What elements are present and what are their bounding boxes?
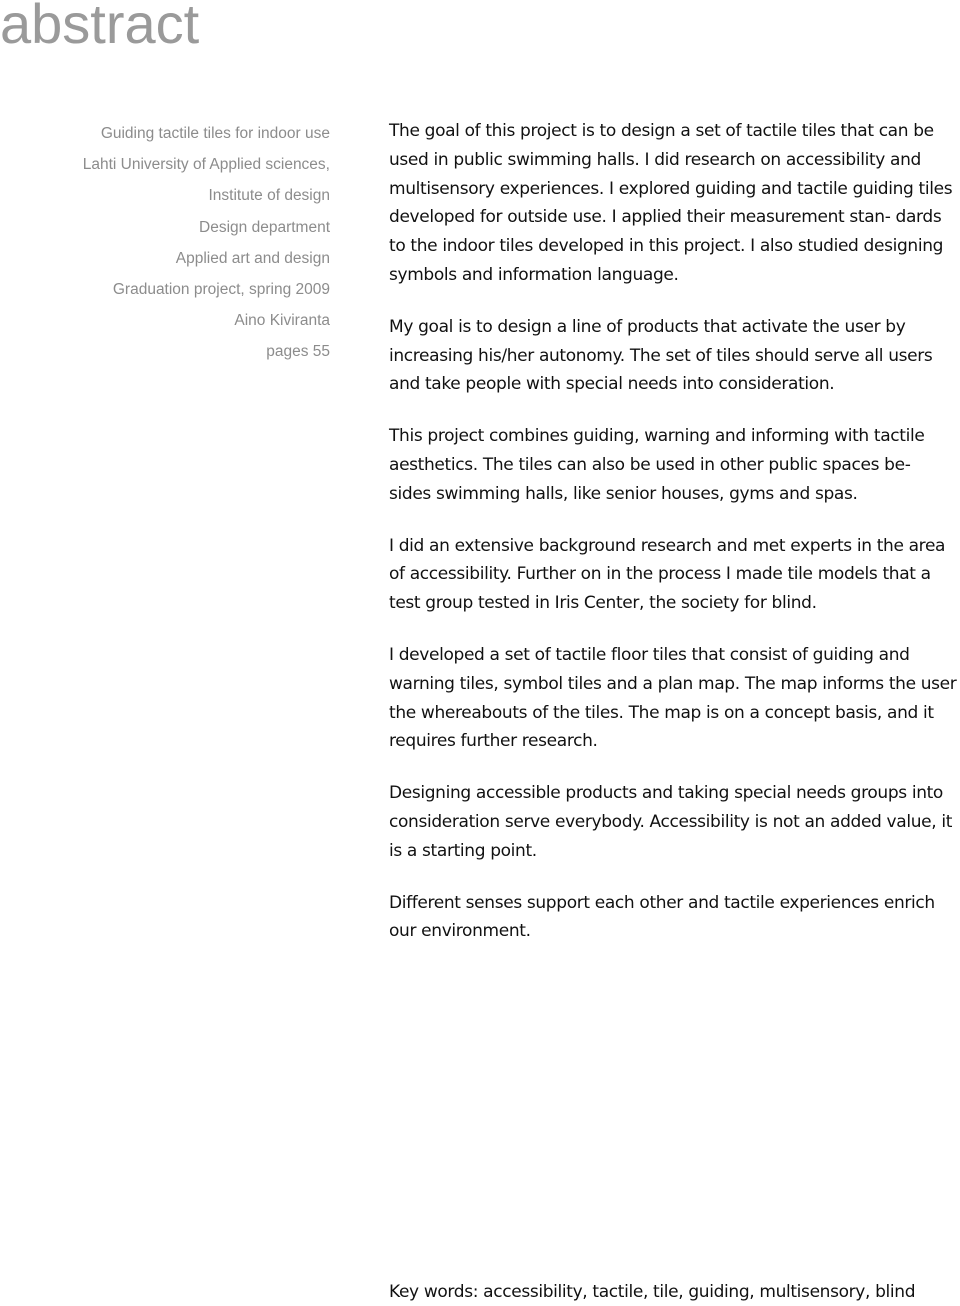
abstract-paragraph: I developed a set of tactile floor tiles that consist of guiding and warning tiles, symbol tiles and a plan map. The map informs the user the whereabouts of the tiles. The map is on a concept basis, and it requires further research. bbox=[389, 644, 957, 752]
meta-project-type: Graduation project, spring 2009 bbox=[112, 281, 330, 299]
meta-author: Aino Kiviranta bbox=[234, 312, 330, 330]
abstract-paragraph: I did an extensive background research and met experts in the area of accessibility. Further on in the process I made tile models that a test group tested in Iris Center, the society for blind. bbox=[389, 535, 946, 614]
document-metadata bbox=[10, 118, 330, 368]
page-title: abstract bbox=[0, 0, 200, 55]
abstract-paragraph: My goal is to design a line of products that activate the user by increasing his/her autonomy. The set of tiles should serve all users and take people with special needs into consideration. bbox=[389, 316, 933, 395]
meta-university: Lahti University of Applied sciences, bbox=[82, 156, 330, 174]
abstract-paragraph: This project combines guiding, warning and informing with tactile aesthetics. The tiles can also be used in other public spaces be- sides swimming halls, like senior houses, gyms and spas. bbox=[389, 426, 925, 504]
keywords-line: Key words: accessibility, tactile, tile, guiding, multisensory, blind bbox=[389, 1282, 916, 1302]
abstract-body bbox=[389, 117, 957, 969]
meta-department: Design department bbox=[199, 218, 330, 236]
meta-page-count: pages 55 bbox=[266, 343, 330, 361]
meta-program: Applied art and design bbox=[175, 249, 330, 267]
abstract-paragraph: Different senses support each other and tactile experiences enrich our environment. bbox=[389, 892, 935, 942]
meta-project-title: Guiding tactile tiles for indoor use bbox=[100, 125, 330, 142]
abstract-paragraph: Designing accessible products and taking special needs groups into consideration serve everybody. Accessibility is not an added value, it is a starting point. bbox=[389, 783, 953, 861]
meta-institute: Institute of design bbox=[208, 187, 330, 205]
abstract-paragraph: The goal of this project is to design a set of tactile tiles that can be used in public swimming halls. I did research on accessibility and multisensory experiences. I explored guiding and tactile guiding tiles developed for outside use. I applied their measurement stan- dards to the indoor tiles developed in this project. I also studied designing symbols and information language. bbox=[389, 121, 953, 285]
